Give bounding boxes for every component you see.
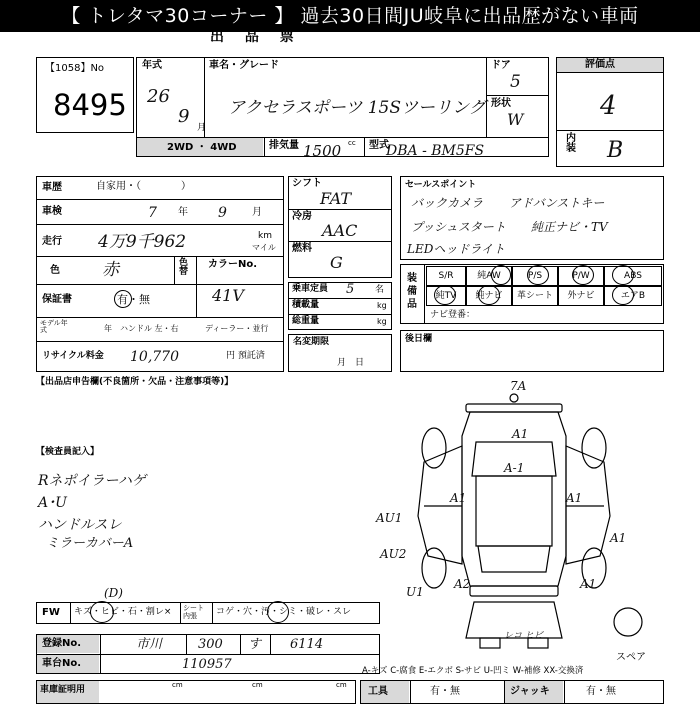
inspection-label: 車検 [42, 206, 62, 217]
notes-label: 後日欄 [405, 334, 433, 344]
warranty-circle [114, 290, 132, 308]
spare-label: スペア [616, 652, 646, 663]
drive-label: 2WD ・ 4WD [167, 142, 237, 153]
model-code-label: 型式 [369, 140, 389, 151]
registration-label: 登録No. [42, 638, 82, 649]
capacity-label: 乗車定員 [292, 284, 329, 294]
color-code: 41V [212, 286, 244, 305]
mark-9: A2 [454, 577, 471, 591]
mark-11: レコ ヒビ [504, 631, 543, 641]
color-code-label: カラーNo. [208, 259, 258, 270]
inspector-note-1: Rネポイラーハゲ [38, 473, 146, 489]
mark-10: A1 [580, 577, 597, 591]
equip-airbag: エアB [604, 286, 662, 306]
model-code-value: DBA - BM5FS [386, 143, 485, 159]
left-side [418, 446, 462, 564]
fw-mark: (D) [104, 586, 123, 600]
ac-value: AAC [322, 221, 358, 240]
sales-point-5: LEDヘッドライト [407, 242, 505, 256]
inspection-year: 7 [148, 205, 157, 221]
sheet-title: 出 品 票 [210, 29, 302, 45]
sheet-options: コゲ・穴・汚・シミ・破レ・スレ [216, 607, 352, 617]
name-change-label: 名変期限 [293, 337, 330, 347]
fw-options: キズ・ヒビ・石・割レ× [74, 607, 172, 617]
car-diagram [370, 376, 670, 666]
equip-sr: S/R [426, 266, 466, 286]
registration-kana: す [248, 637, 262, 652]
sheet-label: シート内張 [183, 604, 204, 620]
evaluation-score: 4 [600, 91, 617, 121]
inspection-month: 9 [218, 205, 227, 221]
shape-label: 形状 [491, 98, 511, 109]
name-change-box: 名変期限 月 日 [288, 334, 392, 372]
year-label: 年式 [142, 60, 162, 71]
mark-top: 7A [510, 379, 527, 393]
year-era: 26 [147, 86, 170, 107]
lot-number: 8495 [53, 88, 127, 122]
displacement-value: 1500 [303, 142, 342, 160]
history-label: 車歴 [42, 182, 62, 193]
interior-grade: B [607, 138, 624, 163]
sales-points-label: セールスポイント [405, 180, 477, 190]
mark-4: A1 [566, 491, 583, 505]
front-bumper [466, 404, 562, 412]
mileage-value: 4万9千962 [98, 232, 187, 252]
mark-5: AU1 [376, 511, 403, 525]
color-label: 色 [50, 265, 60, 276]
mark-8: U1 [406, 585, 424, 599]
mark-2: A-1 [504, 461, 525, 475]
model-value: アクセラスポーツ 15Sツーリング [228, 98, 486, 118]
ac-label: 冷房 [292, 211, 312, 222]
inspector-note-3: ハンドルスレ [38, 517, 122, 533]
shift-value: FAT [320, 189, 352, 208]
certificate-label: 車庫証明用 [40, 685, 86, 695]
mileage-label: 走行 [42, 236, 62, 247]
jack-value: 有・無 [586, 686, 616, 697]
navi-label: ナビ登番： [430, 310, 476, 320]
notes-box [400, 330, 664, 372]
recycle-label: リサイクル料金 [42, 351, 104, 361]
sales-point-2: アドバンストキー [509, 196, 605, 210]
doors-value: 5 [510, 72, 521, 92]
lot-box [36, 57, 134, 133]
equip-abs: ABS [604, 266, 662, 286]
color-change-label: 色替 [179, 258, 189, 277]
equip-navi: 純ナビ [466, 286, 512, 306]
mark-7: AU2 [380, 547, 407, 561]
inspector-label: 【検査員記入】 [36, 447, 100, 457]
sales-points-box [400, 176, 664, 260]
warranty-label: 保証書 [42, 294, 72, 305]
sales-point-4: 純正ナビ・TV [531, 220, 608, 234]
wheel-rear-left [422, 548, 446, 588]
chassis-value: 110957 [182, 657, 232, 672]
details-box [36, 176, 284, 372]
jack-label: ジャッキ [510, 686, 550, 697]
equip-tv: 純TV [426, 286, 466, 306]
roof [476, 476, 552, 546]
fw-label: FW [42, 607, 60, 618]
dealer-options: ディーラー・並行 [205, 324, 269, 333]
wheel-front-right [582, 428, 606, 468]
title-banner: 【 トレタマ30コーナー 】 過去30日間JU岐阜に出品歴がない車両 [0, 0, 700, 32]
equipment-label: 装備品 [407, 273, 417, 310]
rear-window [478, 546, 550, 572]
damage-legend: A-キズ C-腐食 E-エクボ S-サビ U-凹ミ W-補修 XX-交換済 [362, 666, 584, 676]
history-value: 自家用・（ ） [96, 181, 191, 192]
mark-6: A1 [610, 531, 627, 545]
inspector-note-4: ミラーカバーA [46, 536, 134, 551]
year-month: 9 [178, 106, 190, 127]
equip-alloy-wheel: 純AW [466, 266, 512, 286]
right-side [566, 446, 610, 564]
handle-options: ハンドル 左・右 [120, 324, 179, 333]
color-value: 赤 [102, 260, 119, 280]
sales-point-1: バックカメラ [411, 196, 484, 210]
warranty-value: 有・無 [117, 293, 150, 306]
interior-label: 内装 [566, 133, 576, 154]
evaluation-label: 評価点 [585, 59, 615, 70]
sales-point-3: プッシュスタート [411, 220, 506, 234]
equip-power-steering: P/S [512, 266, 558, 286]
lot-prefix: 【1058】No [45, 63, 105, 74]
fuel-label: 燃料 [292, 243, 312, 254]
shape-value: W [507, 110, 524, 129]
doors-label: ドア [491, 60, 511, 71]
load-label: 積載量 [292, 300, 320, 310]
tools-value: 有・無 [430, 686, 460, 697]
mark-1: A1 [512, 427, 529, 441]
seller-section-label: 【出品店申告欄(不良箇所・欠品・注意事項等)】 [36, 377, 234, 387]
recycle-value: 10,770 [130, 349, 179, 365]
equip-power-window: P/W [558, 266, 604, 286]
equip-leather: 革シート [512, 286, 558, 306]
registration-area: 市川 [136, 637, 163, 652]
registration-number: 6114 [290, 637, 324, 652]
capacity-value: 5 [346, 282, 355, 297]
model-label: 車名・グレード [209, 60, 279, 71]
registration-class: 300 [198, 637, 223, 652]
chassis-label: 車台No. [42, 658, 82, 669]
displacement-label: 排気量 [269, 140, 299, 151]
tools-label: 工具 [368, 686, 388, 697]
gross-label: 総重量 [292, 316, 320, 326]
fuel-value: G [330, 253, 343, 272]
model-year-label: モデル年式 [40, 319, 68, 334]
wheel-front-left [422, 428, 446, 468]
spare-tire [614, 608, 642, 636]
rear-bumper [470, 586, 558, 596]
shift-label: シフト [292, 178, 322, 189]
mark-3: A1 [450, 491, 467, 505]
inspector-note-2: A･U [38, 495, 67, 511]
equip-ext-navi: 外ナビ [558, 286, 604, 306]
